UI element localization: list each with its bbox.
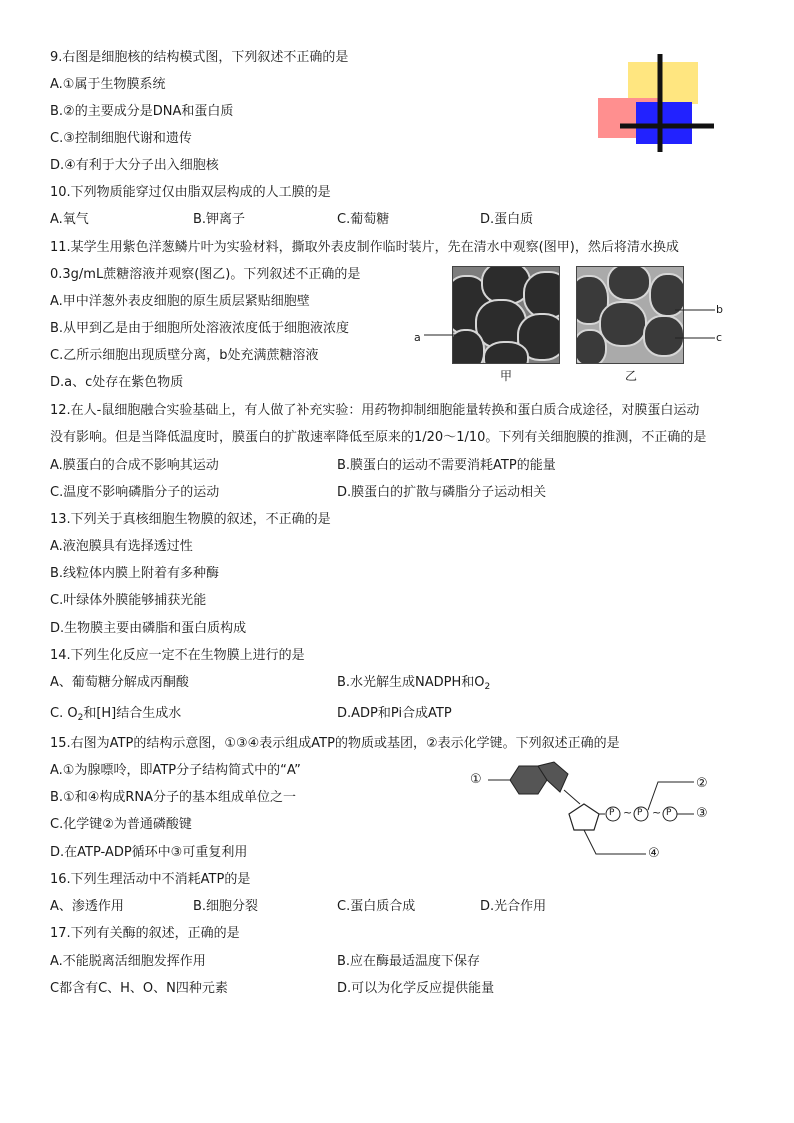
q9-option-b[interactable]: B.②的主要成分是DNA和蛋白质 <box>50 104 234 119</box>
q10-option-a[interactable]: A.氧气 <box>50 212 89 227</box>
q17-option-a[interactable]: A.不能脱离活细胞发挥作用 <box>50 954 206 969</box>
q10-stem: 10.下列物质能穿过仅由脂双层构成的人工膜的是 <box>50 185 331 200</box>
q14-option-d[interactable]: D.ADP和Pi合成ATP <box>337 706 452 721</box>
q16-option-d[interactable]: D.光合作用 <box>480 899 547 914</box>
q12-option-d[interactable]: D.膜蛋白的扩散与磷脂分子运动相关 <box>337 485 547 500</box>
q17-option-b[interactable]: B.应在酶最适温度下保存 <box>337 954 481 969</box>
q11-option-d[interactable]: D.a、c处存在紫色物质 <box>50 375 184 390</box>
ribose-pentagon <box>569 804 599 830</box>
q14-option-c-text: C. O <box>50 706 78 721</box>
atp-p3-text: P <box>666 808 672 818</box>
nucleus-figure <box>592 52 718 156</box>
atp-label-2: ② <box>696 776 708 791</box>
jia-label-a: a <box>414 331 421 344</box>
q13-stem: 13.下列关于真核细胞生物膜的叙述，不正确的是 <box>50 512 331 527</box>
atp-bond-1: ~ <box>623 806 633 819</box>
q14-stem: 14.下列生化反应一定不在生物膜上进行的是 <box>50 648 305 663</box>
q16-stem: 16.下列生理活动中不消耗ATP的是 <box>50 872 251 887</box>
q9-option-c[interactable]: C.③控制细胞代谢和遗传 <box>50 131 192 146</box>
q15-option-b[interactable]: B.①和④构成RNA分子的基本组成单位之一 <box>50 790 297 805</box>
atp-structure-figure <box>462 760 718 866</box>
yi-label-b: b <box>716 303 723 316</box>
q12-option-c[interactable]: C.温度不影响磷脂分子的运动 <box>50 485 220 500</box>
q9-stem: 9.右图是细胞核的结构模式图，下列叙述不正确的是 <box>50 50 349 65</box>
q9-option-d[interactable]: D.④有利于大分子出入细胞核 <box>50 158 219 173</box>
q14-option-a[interactable]: A、葡萄糖分解成丙酮酸 <box>50 675 189 690</box>
q11-option-a[interactable]: A.甲中洋葱外表皮细胞的原生质层紧贴细胞壁 <box>50 294 310 309</box>
q9-option-a[interactable]: A.①属于生物膜系统 <box>50 77 166 92</box>
micrograph-jia <box>452 266 560 364</box>
q11-option-b[interactable]: B.从甲到乙是由于细胞所处溶液浓度低于细胞液浓度 <box>50 321 350 336</box>
q17-option-d[interactable]: D.可以为化学反应提供能量 <box>337 981 495 996</box>
atp-bond-2: ~ <box>652 806 662 819</box>
q14-option-b-text: B.水光解生成NADPH和O <box>337 675 485 690</box>
q17-option-c[interactable]: C都含有C、H、O、N四种元素 <box>50 981 228 996</box>
q11-stem-line2: 0.3g/mL蔗糖溶液并观察(图乙)。下列叙述不正确的是 <box>50 267 361 282</box>
q15-option-c[interactable]: C.化学键②为普通磷酸键 <box>50 817 192 832</box>
q14-option-b[interactable] <box>337 675 490 695</box>
q12-stem-line2: 没有影响。但是当降低温度时，膜蛋白的扩散速率降低至原来的1/20～1/10。下列有关细胞膜的推测，不正确的是 <box>50 430 707 445</box>
q16-option-b[interactable]: B.细胞分裂 <box>193 899 259 914</box>
q16-option-c[interactable]: C.蛋白质合成 <box>337 899 416 914</box>
atp-label-3: ③ <box>696 806 708 821</box>
micrograph-yi <box>576 266 684 364</box>
q12-option-b[interactable]: B.膜蛋白的运动不需要消耗ATP的能量 <box>337 458 556 473</box>
q14-option-c-sub: 2 <box>77 713 84 723</box>
q12-stem-line1: 12.在人-鼠细胞融合实验基础上，有人做了补充实验：用药物抑制细胞能量转换和蛋白质合成途径，对膜蛋白运动 <box>50 403 700 418</box>
yi-pointer-lines <box>675 300 721 350</box>
q15-option-a[interactable]: A.①为腺嘌呤，即ATP分子结构简式中的“A” <box>50 763 301 778</box>
q11-option-c[interactable]: C.乙所示细胞出现质壁分离，b处充满蔗糖溶液 <box>50 348 319 363</box>
q16-option-a[interactable]: A、渗透作用 <box>50 899 124 914</box>
atp-label-4: ④ <box>648 846 660 861</box>
q15-stem: 15.右图为ATP的结构示意图，①③④表示组成ATP的物质或基团，②表示化学键。下列叙述正确的是 <box>50 736 620 751</box>
q14-option-b-sub: 2 <box>484 682 491 692</box>
q13-option-d[interactable]: D.生物膜主要由磷脂和蛋白质构成 <box>50 621 247 636</box>
q12-option-a[interactable]: A.膜蛋白的合成不影响其运动 <box>50 458 219 473</box>
q15-option-d[interactable]: D.在ATP-ADP循环中③可重复利用 <box>50 845 248 860</box>
q13-option-a[interactable]: A.液泡膜具有选择透过性 <box>50 539 193 554</box>
atp-p2-text: P <box>637 808 643 818</box>
q13-option-b[interactable]: B.线粒体内膜上附着有多种酶 <box>50 566 220 581</box>
yi-label-c: c <box>716 331 723 344</box>
yi-caption: 乙 <box>625 369 638 383</box>
q10-option-c[interactable]: C.葡萄糖 <box>337 212 390 227</box>
atp-label-1: ① <box>470 772 482 787</box>
q10-option-d[interactable]: D.蛋白质 <box>480 212 534 227</box>
q14-option-c[interactable] <box>50 706 181 726</box>
jia-pointer-line <box>420 330 460 340</box>
q14-option-c-text2: 和[H]结合生成水 <box>83 706 182 721</box>
q13-option-c[interactable]: C.叶绿体外膜能够捕获光能 <box>50 593 207 608</box>
q11-stem-line1: 11.某学生用紫色洋葱鳞片叶为实验材料，撕取外表皮制作临时装片，先在清水中观察(图甲)，然后将清水换成 <box>50 240 679 255</box>
q17-stem: 17.下列有关酶的叙述，正确的是 <box>50 926 240 941</box>
q10-option-b[interactable]: B.钾离子 <box>193 212 246 227</box>
atp-p1-text: P <box>609 808 615 818</box>
jia-caption: 甲 <box>500 369 513 383</box>
